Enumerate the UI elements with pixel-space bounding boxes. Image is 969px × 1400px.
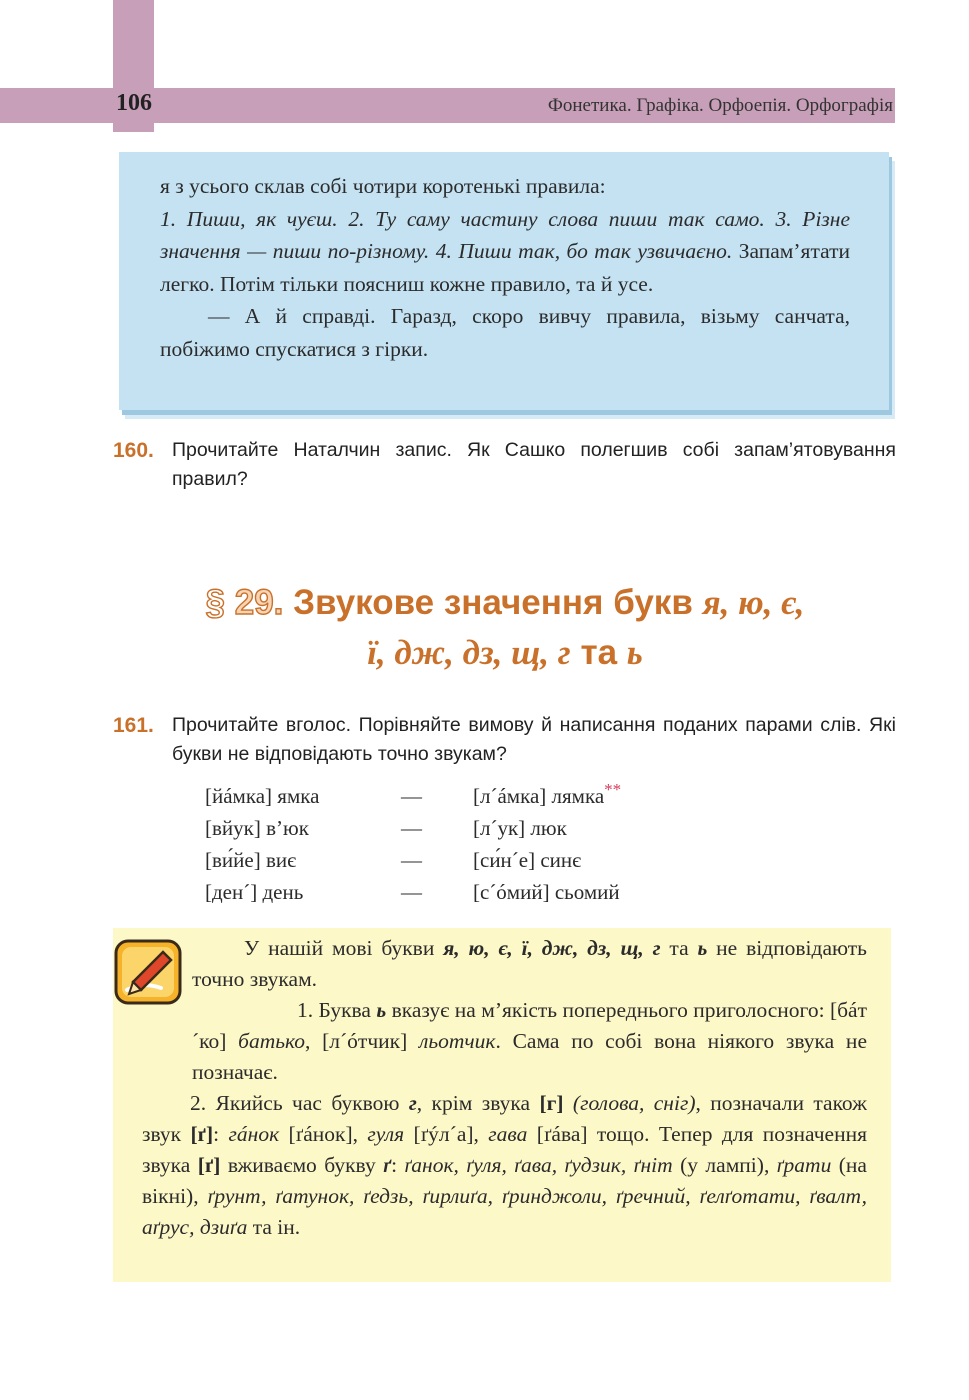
rule-text [142, 933, 867, 1243]
story-reply: — А й справді. Гаразд, скоро вивчу правила, візьму санчата, побіжимо спускатися з гірки. [160, 304, 850, 361]
story-text [160, 170, 850, 365]
task-text: Прочитайте вголос. Порівняйте вимову й написання поданих парами слів. Які букви не відповідають точно звукам? [172, 714, 896, 765]
story-line: я з усього склав собі чотири коротенькі правила: 1. Пиши, як чуєш. 2. Ту саму частину слова пиши так само. 3. Різне значення — пиши по-різному. 4. Пиши так, бо так узвичаєно. Запам’ятати легко. Потім тільки поясниш кожне правило, та й усе. [160, 174, 851, 296]
task-160 [113, 436, 896, 494]
rule-para-1: У нашій мові букви я, ю, є, ї, дж, дз, щ, г та ь не відповідають точно звукам. [192, 936, 867, 991]
running-head: Фонетика. Графіка. Орфоепія. Орфографія [547, 95, 893, 116]
rule-para-3: 2. Якийсь час буквою г, крім звука [г] (голова, сніг), позначали також звук [ґ]: гáнок [ґáнок], гуля [ґýл´а], гава [ґáва] тощо. Тепер для позначення звука [ґ] вживаємо букву ґ: ґанок, ґуля, ґава, ґудзик, ґніт (у лампі), ґрати (на вікні), ґрунт, ґатунок, ґедзь, ґирлиґа, ґринджоли, ґречний, ґелґотати, ґвалт, аґрус, дзиґа та ін. [142, 1091, 867, 1239]
page-number: 106 [116, 90, 152, 116]
paragraph-sign: § [205, 583, 226, 622]
task-number: 160. [113, 439, 154, 462]
section-number: 29. [234, 583, 284, 622]
task-text: Прочитайте Наталчин запис. Як Сашко полегшив собі запам’ятовування правил? [172, 439, 896, 490]
footnote-stars: ** [604, 780, 622, 799]
section-title: § 29. Звукове значення букв я, ю, є, ї, дж, дз, щ, г та ь [205, 583, 805, 672]
task-161 [113, 711, 896, 769]
task-number: 161. [113, 714, 154, 737]
rule-para-2: 1. Буква ь вказує на м’якість попереднього приголосного: [бáт´ко] батько, [л´óтчик] льотчик. Сама по собі вона ніякого звука не позначає. [192, 998, 867, 1084]
